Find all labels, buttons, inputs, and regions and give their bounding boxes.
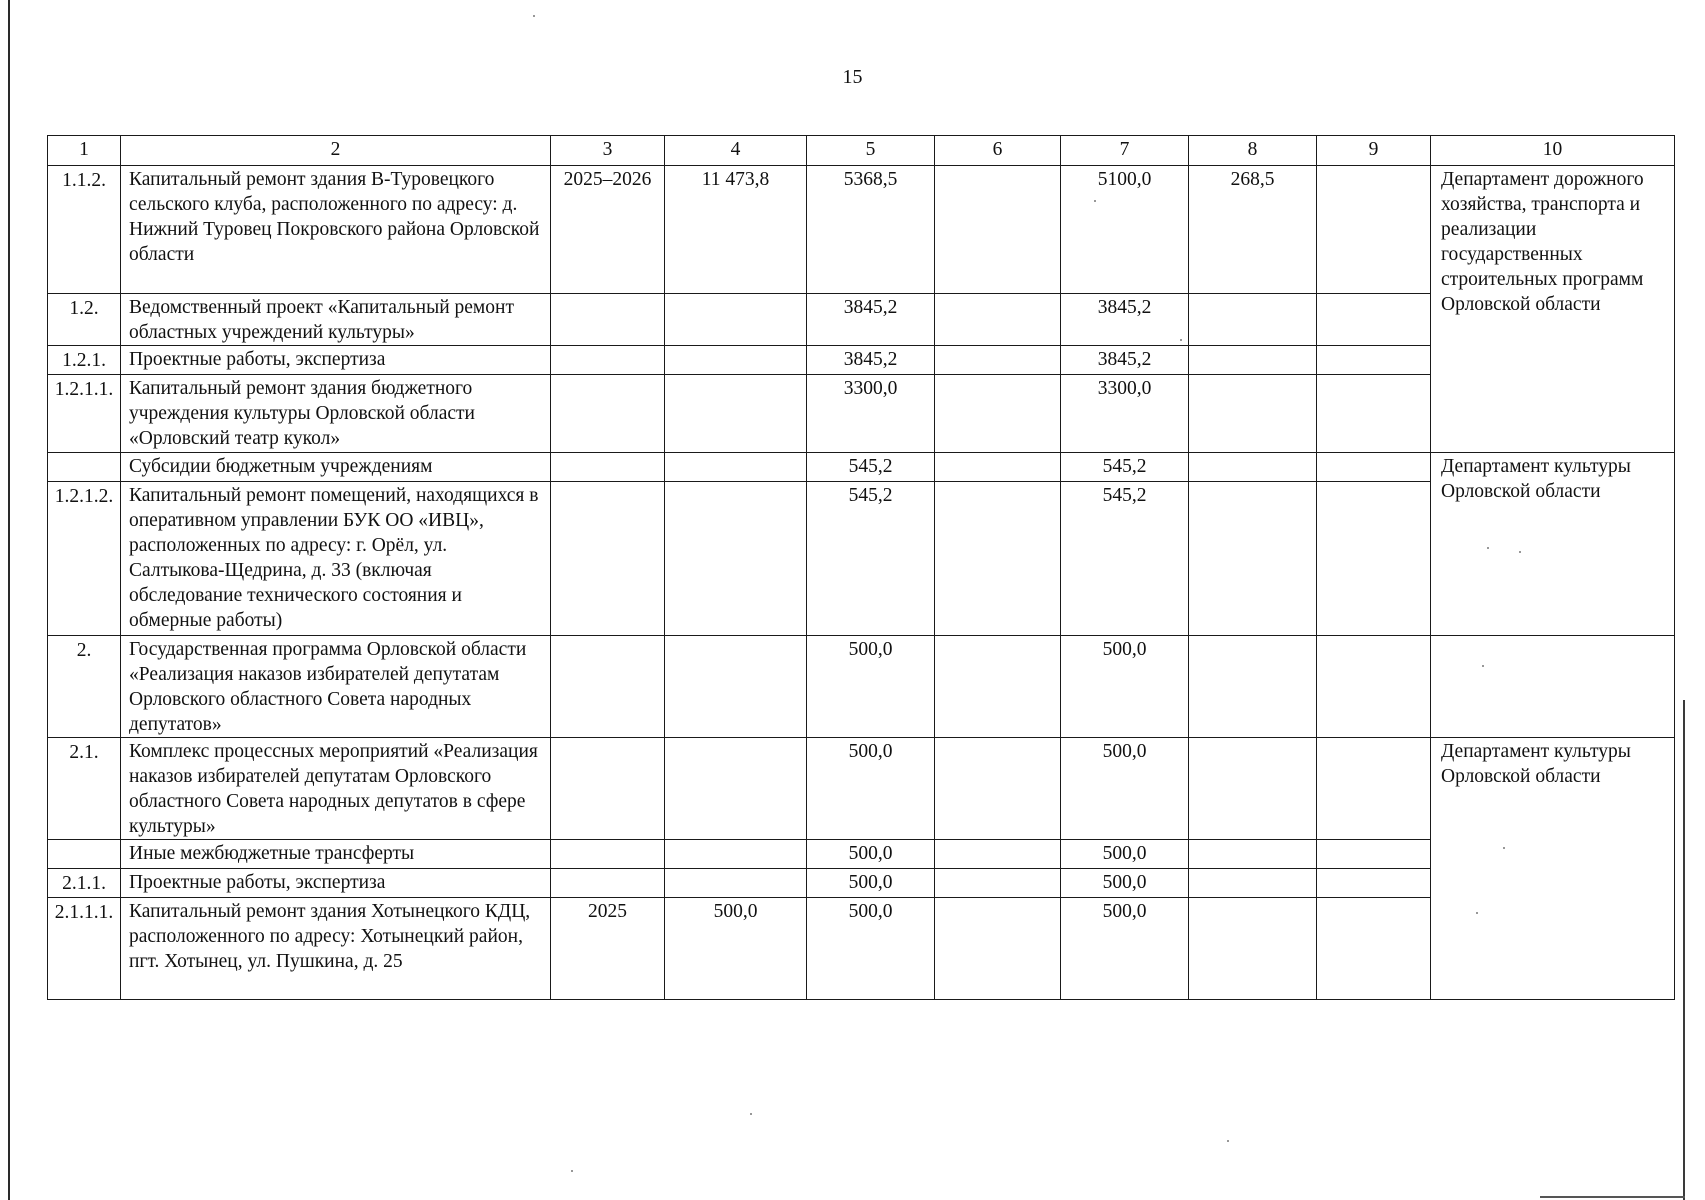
cell-col5: 500,0 (807, 898, 935, 1000)
cell-col9 (1317, 294, 1431, 346)
row-number: 2.1.1. (48, 869, 121, 898)
cell-col6 (935, 375, 1061, 453)
scan-speck (533, 15, 535, 17)
cell-col8 (1189, 738, 1317, 840)
cell-col7: 500,0 (1061, 738, 1189, 840)
cell-col5: 500,0 (807, 636, 935, 738)
column-header: 1 (48, 136, 121, 166)
cell-years (551, 482, 665, 636)
cell-col5: 500,0 (807, 869, 935, 898)
cell-col8 (1189, 636, 1317, 738)
cell-col7: 545,2 (1061, 482, 1189, 636)
row-number: 2. (48, 636, 121, 738)
cell-col7: 500,0 (1061, 636, 1189, 738)
cell-col7: 500,0 (1061, 898, 1189, 1000)
cell-col9 (1317, 869, 1431, 898)
responsible-department: Департамент культуры Орловской области (1431, 453, 1675, 636)
row-number: 1.2.1. (48, 346, 121, 375)
budget-table (47, 135, 1675, 1000)
row-name: Капитальный ремонт здания Хотынецкого КДЦ, расположенного по адресу: Хотынецкий район, пгт. Хотынец, ул. Пушкина, д. 25 (121, 898, 551, 1000)
cell-col7: 500,0 (1061, 840, 1189, 869)
row-name: Комплекс процессных мероприятий «Реализация наказов избирателей депутатам Орловского областного Совета народных депутатов в сфере культуры» (121, 738, 551, 840)
scan-edge-right (1683, 700, 1685, 1200)
row-name: Проектные работы, экспертиза (121, 346, 551, 375)
cell-col6 (935, 453, 1061, 482)
cell-years (551, 375, 665, 453)
cell-col7: 500,0 (1061, 869, 1189, 898)
cell-col6 (935, 636, 1061, 738)
cell-col9 (1317, 453, 1431, 482)
scan-speck (1180, 339, 1182, 341)
cell-col8 (1189, 346, 1317, 375)
table-row (48, 346, 1675, 375)
cell-col8 (1189, 482, 1317, 636)
column-header: 10 (1431, 136, 1675, 166)
cell-years (551, 869, 665, 898)
cell-col5: 3845,2 (807, 294, 935, 346)
table-row (48, 294, 1675, 346)
cell-col6 (935, 166, 1061, 294)
cell-col8 (1189, 453, 1317, 482)
cell-col5: 3300,0 (807, 375, 935, 453)
cell-total-cost (665, 738, 807, 840)
cell-col7: 3845,2 (1061, 346, 1189, 375)
row-name: Иные межбюджетные трансферты (121, 840, 551, 869)
row-number: 1.2.1.2. (48, 482, 121, 636)
cell-col6 (935, 869, 1061, 898)
cell-total-cost (665, 375, 807, 453)
cell-col9 (1317, 898, 1431, 1000)
table-row (48, 375, 1675, 453)
cell-col8 (1189, 840, 1317, 869)
cell-col8 (1189, 898, 1317, 1000)
column-header: 5 (807, 136, 935, 166)
cell-col6 (935, 738, 1061, 840)
column-header: 9 (1317, 136, 1431, 166)
cell-total-cost (665, 636, 807, 738)
scan-speck (1519, 551, 1521, 553)
cell-total-cost (665, 346, 807, 375)
scan-edge-left (8, 0, 10, 1200)
cell-total-cost (665, 482, 807, 636)
row-name: Государственная программа Орловской области «Реализация наказов избирателей депутатам Орловского областного Совета народных депутатов» (121, 636, 551, 738)
cell-total-cost (665, 453, 807, 482)
cell-col9 (1317, 482, 1431, 636)
column-header: 8 (1189, 136, 1317, 166)
cell-col8 (1189, 869, 1317, 898)
cell-col9 (1317, 166, 1431, 294)
cell-years (551, 738, 665, 840)
cell-total-cost (665, 294, 807, 346)
cell-col5: 545,2 (807, 453, 935, 482)
cell-col7: 3300,0 (1061, 375, 1189, 453)
row-name: Субсидии бюджетным учреждениям (121, 453, 551, 482)
scan-speck (1094, 200, 1096, 202)
table-row (48, 898, 1675, 1000)
row-name: Капитальный ремонт помещений, находящихся в оперативном управлении БУК ОО «ИВЦ», расположенных по адресу: г. Орёл, ул. Салтыкова-Щедрина, д. 33 (включая обследование технического состояния и обмерные работы) (121, 482, 551, 636)
table-row (48, 840, 1675, 869)
row-name: Капитальный ремонт здания бюджетного учреждения культуры Орловской области «Орловский театр кукол» (121, 375, 551, 453)
scan-speck (1503, 847, 1505, 849)
cell-col9 (1317, 738, 1431, 840)
cell-years (551, 346, 665, 375)
cell-col6 (935, 898, 1061, 1000)
cell-col6 (935, 346, 1061, 375)
table-row (48, 636, 1675, 738)
cell-col6 (935, 482, 1061, 636)
cell-col5: 3845,2 (807, 346, 935, 375)
row-number (48, 453, 121, 482)
cell-total-cost (665, 869, 807, 898)
scan-speck (1482, 665, 1484, 667)
cell-years (551, 636, 665, 738)
scan-speck (571, 1170, 573, 1172)
row-number: 1.2. (48, 294, 121, 346)
cell-col6 (935, 294, 1061, 346)
cell-col6 (935, 840, 1061, 869)
scan-speck (750, 1113, 752, 1115)
cell-col9 (1317, 636, 1431, 738)
row-number: 2.1. (48, 738, 121, 840)
cell-col9 (1317, 346, 1431, 375)
row-name: Проектные работы, экспертиза (121, 869, 551, 898)
cell-years: 2025–2026 (551, 166, 665, 294)
cell-col7: 5100,0 (1061, 166, 1189, 294)
cell-col5: 500,0 (807, 738, 935, 840)
cell-col9 (1317, 840, 1431, 869)
row-number (48, 840, 121, 869)
scan-speck (1476, 912, 1478, 914)
cell-years (551, 840, 665, 869)
cell-col7: 3845,2 (1061, 294, 1189, 346)
cell-col5: 500,0 (807, 840, 935, 869)
table-row (48, 738, 1675, 840)
table-row (48, 166, 1675, 294)
row-name: Капитальный ремонт здания В-Туровецкого сельского клуба, расположенного по адресу: д. Нижний Туровец Покровского района Орловской области (121, 166, 551, 294)
column-header: 4 (665, 136, 807, 166)
row-number: 1.2.1.1. (48, 375, 121, 453)
cell-col5: 5368,5 (807, 166, 935, 294)
responsible-department: Департамент дорожного хозяйства, транспорта и реализации государственных строительных программ Орловской области (1431, 166, 1675, 453)
cell-total-cost: 500,0 (665, 898, 807, 1000)
scan-speck (1487, 547, 1489, 549)
column-header: 3 (551, 136, 665, 166)
cell-years: 2025 (551, 898, 665, 1000)
table-row (48, 453, 1675, 482)
row-name: Ведомственный проект «Капитальный ремонт областных учреждений культуры» (121, 294, 551, 346)
cell-total-cost (665, 840, 807, 869)
row-number: 1.1.2. (48, 166, 121, 294)
cell-col7: 545,2 (1061, 453, 1189, 482)
column-header: 2 (121, 136, 551, 166)
table-row (48, 482, 1675, 636)
cell-years (551, 453, 665, 482)
scan-edge-bottom (1540, 1196, 1685, 1198)
cell-years (551, 294, 665, 346)
cell-col8 (1189, 294, 1317, 346)
table-row (48, 869, 1675, 898)
responsible-department: Департамент культуры Орловской области (1431, 738, 1675, 1000)
cell-total-cost: 11 473,8 (665, 166, 807, 294)
cell-col5: 545,2 (807, 482, 935, 636)
column-header: 7 (1061, 136, 1189, 166)
row-number: 2.1.1.1. (48, 898, 121, 1000)
cell-col8: 268,5 (1189, 166, 1317, 294)
table-header-row (48, 136, 1675, 166)
column-header: 6 (935, 136, 1061, 166)
cell-col9 (1317, 375, 1431, 453)
cell-col8 (1189, 375, 1317, 453)
scan-speck (1227, 1140, 1229, 1142)
page-number: 15 (842, 66, 863, 88)
responsible-department (1431, 636, 1675, 738)
